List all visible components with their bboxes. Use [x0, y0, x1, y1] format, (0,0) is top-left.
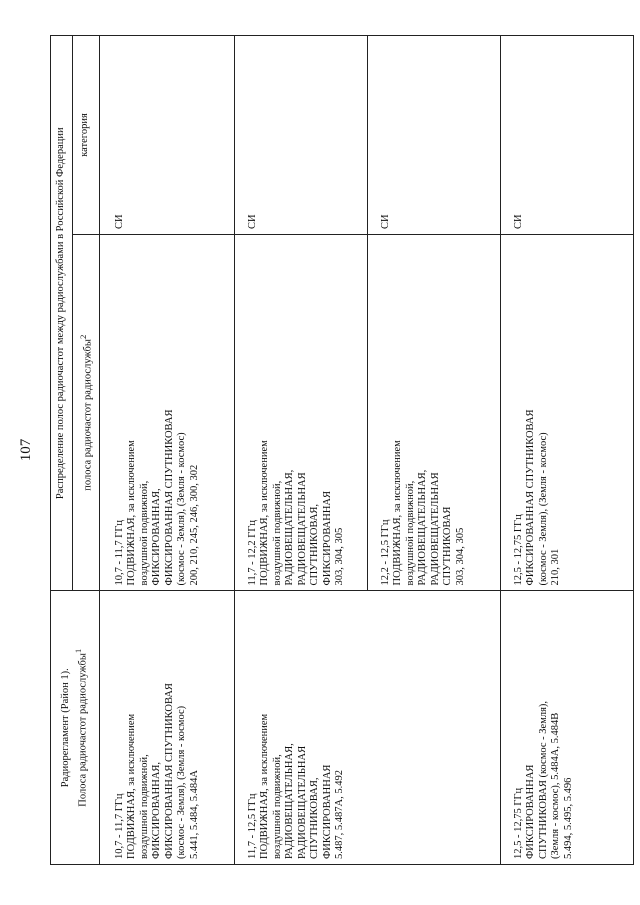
header-russian-allocation: Распределение полос радиочастот между радиослужбами в Российской Федерации [51, 36, 73, 591]
table-row [500, 36, 633, 865]
header-category: категория [72, 36, 99, 235]
frequency-allocation-table [50, 35, 634, 865]
category-cell: СИ [367, 36, 500, 235]
rf-cell: 10,7 - 11,7 ГГц ПОДВИЖНАЯ, за исключением воздушной подвижной, ФИКСИРОВАННАЯ, ФИКСИРОВАННАЯ СПУТНИКОВАЯ (космос - Земля), (Земля - космос) 200, 210, 245, 246, 300, 302 [99, 234, 234, 590]
footnote-marker-2: 2 [77, 334, 88, 340]
reg-cell: 11,7 - 12,5 ГГц ПОДВИЖНАЯ, за исключением воздушной подвижной, РАДИОВЕЩАТЕЛЬНАЯ, РАДИОВЕЩАТЕЛЬНАЯ СПУТНИКОВАЯ, ФИКСИРОВАННАЯ 5.487, 5.487А, 5.492 [234, 591, 500, 865]
rf-cell: 12,2 - 12,5 ГГц ПОДВИЖНАЯ, за исключением воздушной подвижной, РАДИОВЕЩАТЕЛЬНАЯ, РАДИОВЕЩАТЕЛЬНАЯ СПУТНИКОВАЯ 303, 304, 305 [367, 234, 500, 590]
category-cell: СИ [234, 36, 367, 235]
reg-cell: 12,5 - 12,75 ГГц ФИКСИРОВАННАЯ СПУТНИКОВАЯ (космос - Земля), (Земля - космос), 5.484А, 5.484В 5.494, 5.495, 5.496 [500, 591, 633, 865]
table-row [234, 36, 367, 865]
header-radio-regulations-title: Радиорегламент (Район 1). [59, 668, 71, 788]
page-number: 107 [18, 438, 34, 462]
header-row-top [51, 36, 73, 865]
rotated-table-block [18, 35, 590, 865]
header-radio-regulations-sub: Полоса радиочастот радиослужбы [77, 653, 89, 807]
header-band-service-label: полоса радиочастот радиослужбы [82, 339, 93, 491]
category-cell: СИ [99, 36, 234, 235]
category-cell: СИ [500, 36, 633, 235]
header-band-service [72, 234, 99, 590]
footnote-marker-1: 1 [73, 648, 83, 654]
rf-cell: 11,7 - 12,2 ГГц ПОДВИЖНАЯ, за исключением воздушной подвижной, РАДИОВЕЩАТЕЛЬНАЯ, РАДИОВЕЩАТЕЛЬНАЯ СПУТНИКОВАЯ, ФИКСИРОВАННАЯ 303, 304, 305 [234, 234, 367, 590]
header-radio-regulations [51, 591, 100, 865]
table-row [99, 36, 234, 865]
reg-cell: 10,7 - 11,7 ГГц ПОДВИЖНАЯ, за исключением воздушной подвижной, ФИКСИРОВАННАЯ, ФИКСИРОВАННАЯ СПУТНИКОВАЯ (космос - Земля), (Земля - космос) 5.441, 5.484, 5.484А [99, 591, 234, 865]
rf-cell: 12,5 - 12,75 ГГц ФИКСИРОВАННАЯ СПУТНИКОВАЯ (космос - Земля), (Земля - космос) 210, 301 [500, 234, 633, 590]
